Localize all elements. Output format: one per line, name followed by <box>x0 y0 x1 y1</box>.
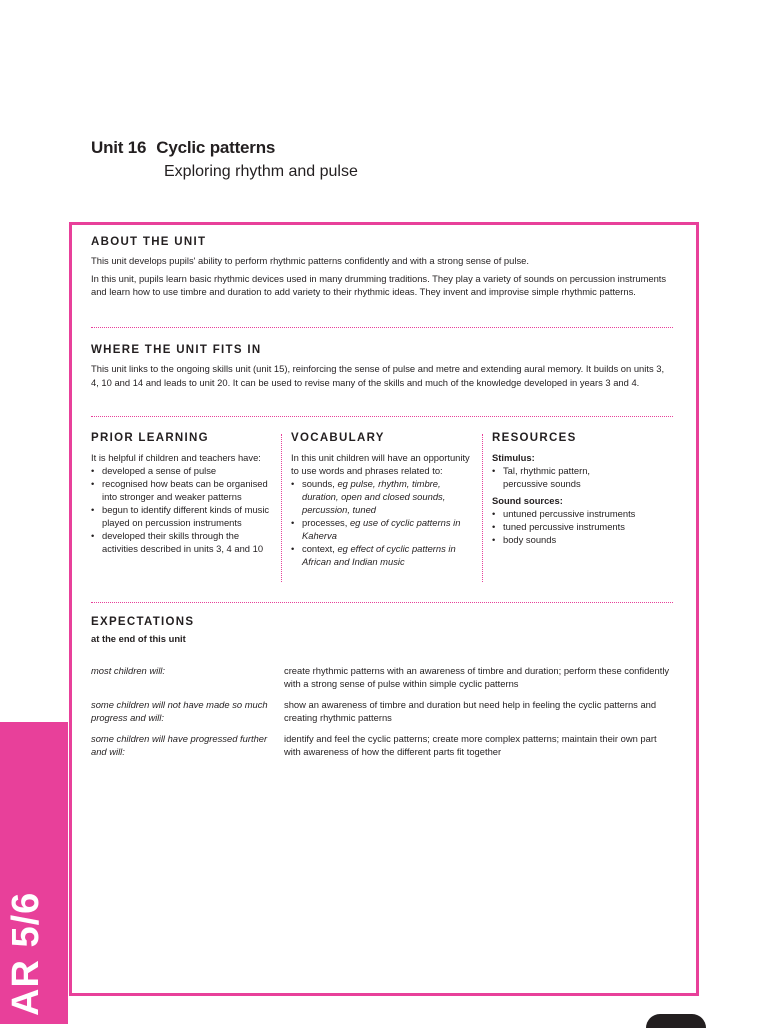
vocab-examples: eg effect of cyclic patterns in African and Indian music <box>302 543 456 567</box>
section-divider <box>91 327 673 328</box>
publisher-logo-icon <box>646 1014 706 1028</box>
list-item: • developed their skills through the activities described in units 3, 4 and 10 <box>91 529 277 555</box>
list-item: • Tal, rhythmic pattern, percussive sounds <box>492 464 623 490</box>
resources-column <box>492 432 672 546</box>
prior-heading: PRIOR LEARNING <box>91 432 209 444</box>
about-section <box>91 236 673 299</box>
column-divider <box>482 434 483 582</box>
vocab-intro: In this unit children will have an opportunity to use words and phrases related to: <box>291 452 470 476</box>
expectation-who: most children will: <box>91 665 165 676</box>
vocab-term: processes, <box>302 517 350 528</box>
list-item: • tuned percussive instruments <box>492 520 672 533</box>
expectations-subheading: at the end of this unit <box>91 633 186 644</box>
about-paragraph-1: This unit develops pupils' ability to perform rhythmic patterns confidently and with a strong sense of pulse. <box>91 255 529 266</box>
expectations-heading: EXPECTATIONS <box>91 616 195 628</box>
sound-sources-label: Sound sources: <box>492 495 563 506</box>
expectation-what: identify and feel the cyclic patterns; create more complex patterns; maintain their own part with awareness of how the different parts fit together <box>284 733 657 757</box>
vocab-examples: eg pulse, rhythm, timbre, duration, open and closed sounds, percussion, tuned <box>302 478 446 515</box>
column-divider <box>281 434 282 582</box>
list-item <box>291 516 473 542</box>
fits-heading: WHERE THE UNIT FITS IN <box>91 344 262 356</box>
unit-heading <box>91 138 275 158</box>
expectation-who: some children will not have made so much progress and will: <box>91 699 268 723</box>
vocab-term: context, <box>302 543 338 554</box>
resources-heading: RESOURCES <box>492 432 577 444</box>
vocabulary-column <box>291 432 473 568</box>
list-item: • recognised how beats can be organised into stronger and weaker patterns <box>91 477 277 503</box>
unit-number: Unit 16 <box>91 138 147 157</box>
expectation-what: create rhythmic patterns with an awareness of timbre and duration; perform these confidently with a strong sense of pulse within simple cyclic patterns <box>284 665 670 689</box>
list-item <box>291 477 473 516</box>
list-item: • untuned percussive instruments <box>492 507 672 520</box>
about-paragraph-2: In this unit, pupils learn basic rhythmic devices used in many drumming traditions. They play a variety of sounds on percussion instruments and learn how to use timbre and duration to add variety to their rhythmic ideas. They invent and improvise simple rhythmic patterns. <box>91 272 667 297</box>
vocab-heading: VOCABULARY <box>291 432 385 444</box>
section-divider <box>91 416 673 417</box>
prior-intro: It is helpful if children and teachers have: <box>91 452 261 463</box>
vocab-list <box>291 477 473 568</box>
vocab-term: sounds, <box>302 478 338 489</box>
expectation-what: show an awareness of timbre and duration but need help in feeling the cyclic patterns and creating rhythmic patterns <box>284 699 657 723</box>
section-divider <box>91 602 673 603</box>
fits-paragraph: This unit links to the ongoing skills unit (unit 15), reinforcing the sense of pulse and metre and extending aural memory. It builds on units 3, 4, 10 and 14 and leads to unit 20. It can be used to revise many of the skills and much of the knowledge developed in years 3 and 4. <box>91 363 665 388</box>
fits-section <box>91 344 673 389</box>
content-frame <box>69 222 699 996</box>
vocab-examples: eg use of cyclic patterns in Kaherva <box>302 517 461 541</box>
sound-sources-list <box>492 507 672 546</box>
list-item: • begun to identify different kinds of music played on percussion instruments <box>91 503 277 529</box>
unit-subtitle: Exploring rhythm and pulse <box>164 163 358 180</box>
list-item: • body sounds <box>492 533 672 546</box>
unit-title <box>91 138 275 158</box>
list-item: • developed a sense of pulse <box>91 464 277 477</box>
stimulus-list <box>492 464 672 490</box>
expectations-section <box>91 616 673 644</box>
stimulus-label: Stimulus: <box>492 452 535 463</box>
year-tab-label: AR 5/6 <box>5 891 47 1016</box>
prior-list <box>91 464 277 555</box>
about-heading: ABOUT THE UNIT <box>91 236 207 248</box>
prior-learning-column <box>91 432 277 555</box>
expectation-who: some children will have progressed further and will: <box>91 733 268 757</box>
unit-name: Cyclic patterns <box>156 138 276 157</box>
list-item <box>291 542 473 568</box>
